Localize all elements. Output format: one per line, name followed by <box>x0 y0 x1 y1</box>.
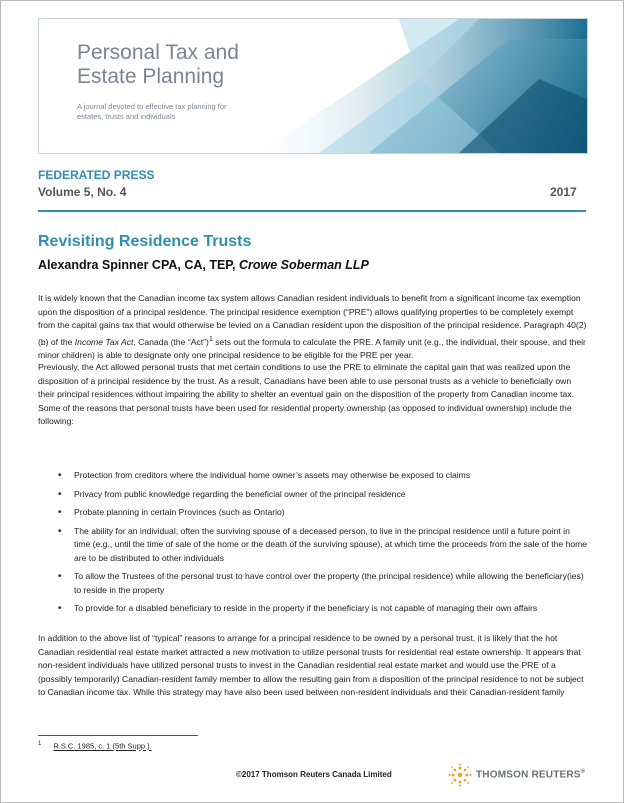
volume-issue: Volume 5, No. 4 <box>38 185 127 199</box>
thomson-reuters-logo <box>448 763 586 787</box>
author-firm: Crowe Soberman LLP <box>239 258 369 272</box>
copyright-notice: ©2017 Thomson Reuters Canada Limited <box>236 770 392 779</box>
masthead-banner <box>38 18 588 154</box>
journal-title: Personal Tax and Estate Planning <box>77 41 239 88</box>
list-item: • To allow the Trustees of the personal trust to have control over the property (the principal residence) while allowing the beneficiary(ies) to reside in the property <box>38 570 588 597</box>
header-divider <box>38 210 586 212</box>
issue-year: 2017 <box>550 185 577 199</box>
footnote-divider <box>38 735 198 736</box>
footnote <box>38 741 152 751</box>
author-name: Alexandra Spinner CPA, CA, TEP, <box>38 258 236 272</box>
reasons-list <box>38 469 588 621</box>
list-item: • The ability for an individual, often the surviving spouse of a deceased person, to live in the principal residence until a future point in time (e.g., until the time of sale of the home or the death of the surviving spouse), at which time the proceeds from the sale of the home are to be distributed to other individuals <box>38 525 588 566</box>
tr-logo-text: THOMSON REUTERS® <box>476 769 586 781</box>
article-title: Revisiting Residence Trusts <box>38 233 252 250</box>
publisher-name: FEDERATED PRESS <box>38 168 155 182</box>
list-item: • Privacy from public knowledge regarding the beneficial owner of the principal residence <box>38 488 588 502</box>
journal-subtitle: A journal devoted to effective tax planning for estates, trusts and individuals <box>77 102 227 121</box>
list-item: • To provide for a disabled beneficiary to reside in the property if the beneficiary is not capable of managing their own affairs <box>38 602 588 616</box>
footnote-text: R.S.C. 1985, c. 1 (5th Supp.). <box>53 741 152 751</box>
paragraph-2: Previously, the Act allowed personal trusts that met certain conditions to use the PRE to eliminate the capital gain that was realized upon the disposition of a principal residence by the trust. As a result, Canadians have been able to use personal trusts as a vehicle to beneficially own their principal residences without impairing the ability to shelter an eventual gain on the disposition of the property from Canadian income tax. Some of the reasons that personal trusts have been used for residential property ownership (as opposed to individual ownership) include the following: <box>38 362 574 426</box>
paragraph-1: It is widely known that the Canadian income tax system allows Canadian resident individuals to benefit from a significant income tax exemption upon the disposition of a principal residence. The principal residence exemption (“PRE”) allows qualifying properties to be completely exempt from the capital gains tax that would otherwise be levied on a Canadian resident upon the disposition of the principal residence. Paragraph 40(2)(b) of the Income Tax Act, Canada (the “Act”)$^1$ sets out the formula to calculate the PRE. A family unit (e.g., the individual, their spouse, and their minor children) is able to designate only one principal residence to be eligible for the PRE per year. <box>38 293 587 360</box>
list-item: • Protection from creditors where the individual home owner’s assets may otherwise be exposed to claims <box>38 469 588 483</box>
list-item: • Probate planning in certain Provinces (such as Ontario) <box>38 506 588 520</box>
paragraph-3: In addition to the above list of “typical” reasons to arrange for a principal residence to be owned by a personal trust, it is likely that the hot Canadian residential real estate market attracted a new motivation to utilize personal trusts for residential real estate ownership. It appears that non-resident individuals have utilized personal trusts to invest in the Canadian residential real estate market and would use the PRE of a (possibly temporarily) Canadian-resident family member to allow the resulting gain from a disposition of the principal residence to not be subject to Canadian income tax. While this strategy may have also been used between non-resident individuals and their Canadian-resident family <box>38 633 584 697</box>
article-author <box>38 258 369 272</box>
tr-logo-icon <box>448 763 472 787</box>
footnote-number: 1 <box>38 741 42 747</box>
footnote-ref[interactable]: 1 <box>208 334 213 343</box>
